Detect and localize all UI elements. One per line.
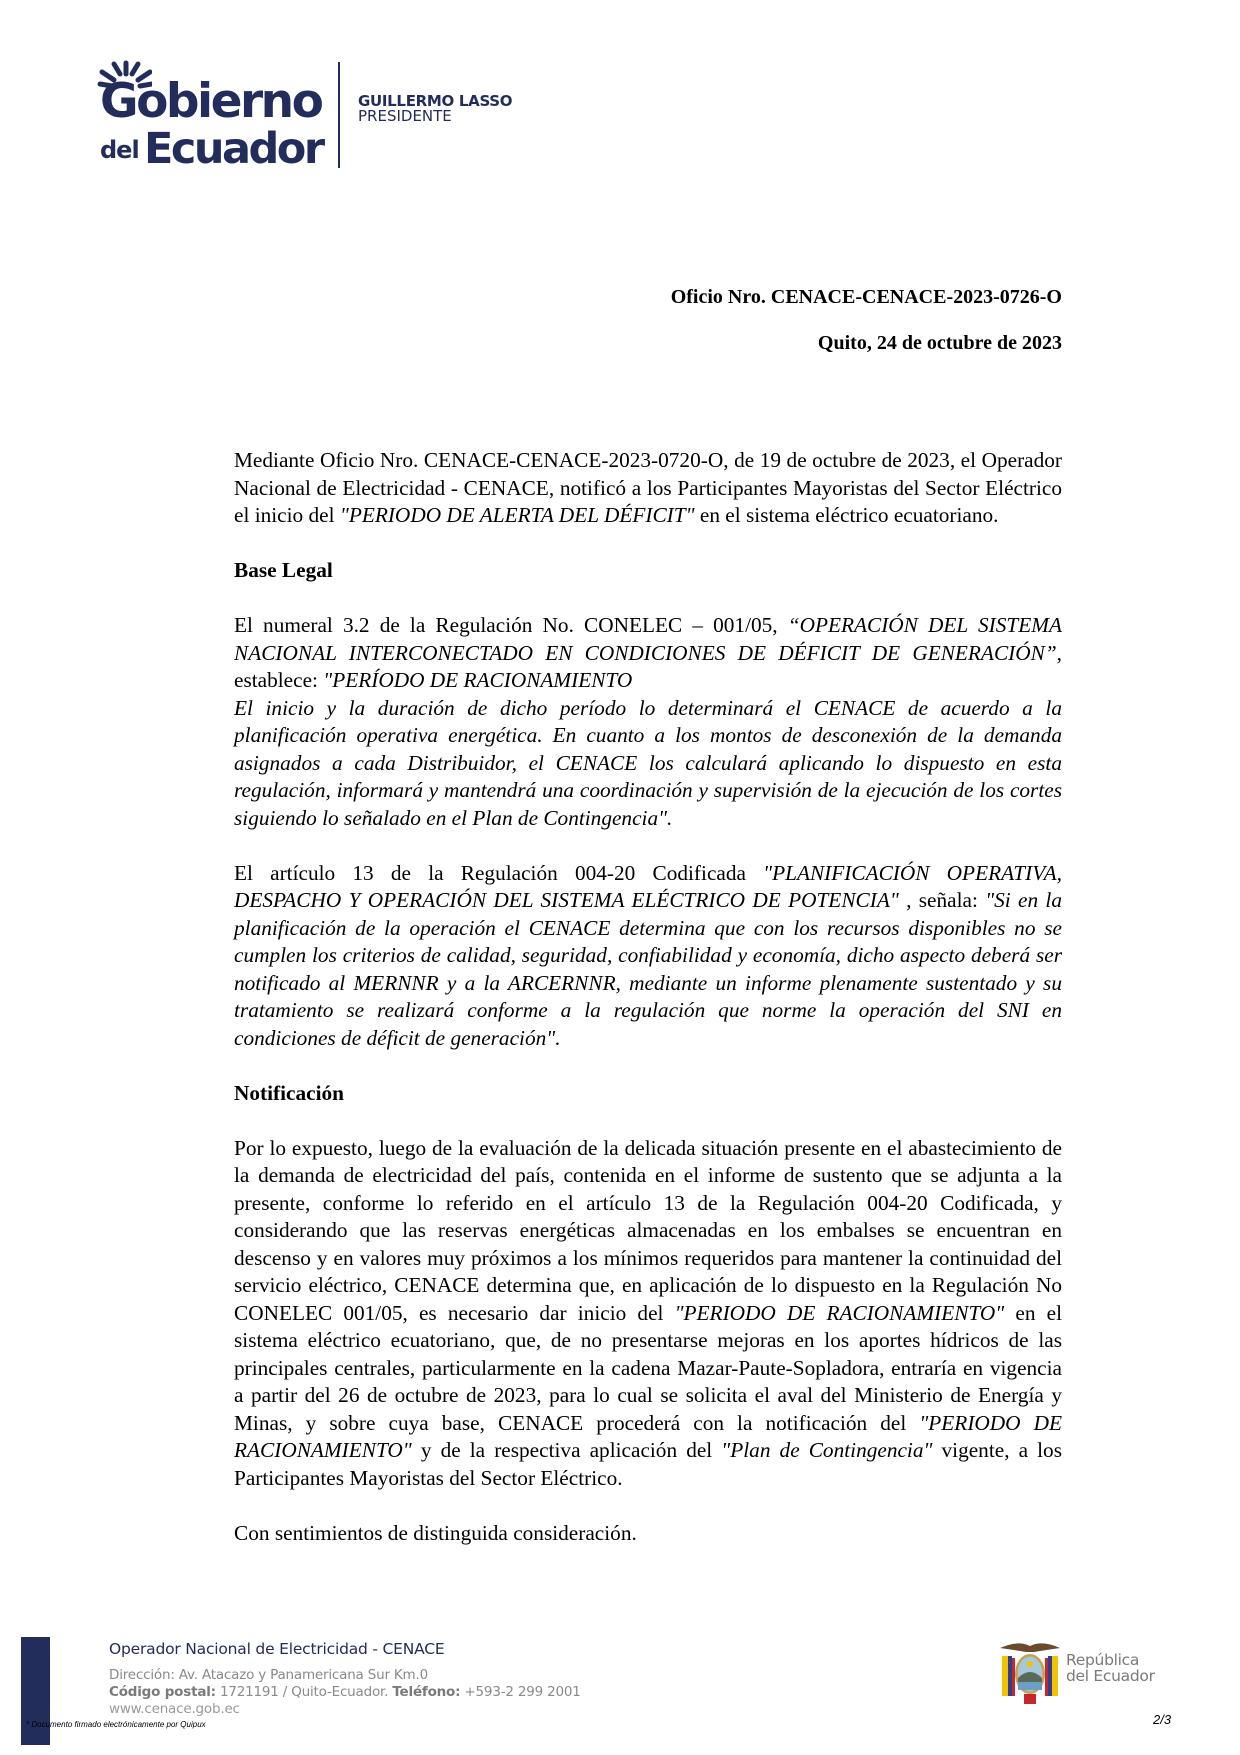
logo-gobierno-text: Gobierno [100,74,322,129]
postal-label: Código postal: [109,1684,216,1700]
address-label: Dirección: [109,1667,175,1683]
legal2-text-mid: , señala: [898,888,986,912]
intro-italic: "PERIODO DE ALERTA DEL DÉFICIT" [339,503,695,527]
legal2-text: El artículo 13 de la Regulación 004-20 Codificada [234,860,764,885]
notice-italic-3: "Plan de Contingencia" [721,1438,933,1462]
phone-label: Teléfono: [392,1684,461,1700]
footer-website-link[interactable]: www.cenace.gob.ec [109,1701,240,1717]
notice-text-4: vigente, a los Participantes Mayoristas del Sector Eléctrico. [234,1438,1062,1490]
footer-address [109,1667,581,1684]
notice-italic-1: "PERIODO DE RACIONAMIENTO" [674,1300,1005,1325]
legal-paragraph-2 [234,860,1062,1053]
electronic-signature-note: * Documento firmado electrónicamente por Quipux [26,1720,206,1729]
notice-paragraph [234,1135,1062,1493]
notice-text-2: en el sistema eléctrico ecuatoriano, que, de no presentarse mejoras en los aportes hídricos de las principales centrales, particularmente en la cadena Mazar-Paute-Sopladora, entraría en vigencia a partir del 26 de octubre de 2023, para lo cual se solicita el aval del Ministerio de Energía y Minas, y sobre cuya base, CENACE procederá con la notificación del [234,1300,1063,1435]
phone-value: +593-2 299 2001 [460,1684,581,1700]
document-number: Oficio Nro. CENACE-CENACE-2023-0726-O [670,286,1062,308]
page-number: 2/3 [1153,1712,1172,1727]
section-title-base-legal: Base Legal [234,558,333,582]
document-body [234,447,1062,1575]
intro-text-end: en el sistema eléctrico ecuatoriano. [694,503,999,527]
president-name: GUILLERMO LASSO [358,92,513,110]
address-value: Av. Atacazo y Panamericana Sur Km.0 [174,1667,428,1683]
footer-postal-phone [109,1684,581,1701]
postal-value: 1721191 / Quito-Ecuador. [215,1684,393,1700]
legal1-text: El numeral 3.2 de la Regulación No. CONELEC – 001/05, [234,613,788,637]
legal1-quote: El inicio y la duración de dicho período lo determinará el CENACE de acuerdo a la planificación operativa energética. En cuanto a los montos de desconexión de la demanda asignados a cada Distribuidor, el CENACE los calculará aplicando lo dispuesto en esta regulación, informará y mantendrá una coordinación y supervisión de la ejecución de los cortes siguiendo lo señalado en el Plan de Contingencia". [234,695,1062,830]
republic-line-2: del Ecuador [1066,1667,1155,1685]
logo-del-text: del [100,136,139,164]
logo-divider [338,62,340,168]
logo-ecuador-text: Ecuador [144,124,323,174]
section-title-notificacion: Notificación [234,1080,345,1105]
republic-line-1: República [1066,1651,1140,1669]
republica-del-ecuador-text [1066,1652,1155,1684]
president-block [358,94,512,124]
legal1-regulation-title: “OPERACIÓN DEL SISTEMA NACIONAL INTERCONECTADO EN CONDICIONES DE DÉFICIT DE GENERACIÓN” [234,613,1062,665]
document-place-date: Quito, 24 de octubre de 2023 [817,332,1062,354]
footer-contact [109,1667,581,1718]
government-logo [86,60,546,174]
legal2-quote: "Si en la planificación de la operación el CENACE determina que con los recursos disponibles no se cumplen los criterios de calidad, seguridad, confiabilidad y economía, dicho aspecto deberá ser notificado al MERNNR y a la ARCERNNR, mediante un informe plenamente sustentado y su tratamiento se realizará conforme a la regulación que norme la operación del SNI en condiciones de déficit de generación". [234,888,1062,1050]
legal-paragraph-1 [234,612,1062,832]
intro-paragraph [234,447,1062,530]
footer-org-name: Operador Nacional de Electricidad - CENACE [109,1640,445,1658]
legal1-quote-title: "PERÍODO DE RACIONAMIENTO [323,668,633,692]
president-title: PRESIDENTE [358,107,452,125]
coat-of-arms-icon [994,1636,1066,1708]
notice-italic-2: "PERIODO DE RACIONAMIENTO" [234,1410,1062,1462]
legal1-text-mid: , establece: [234,640,1062,692]
notice-text-1: Por lo expuesto, luego de la evaluación de la delicada situación presente en el abastecimiento de la demanda de electricidad del país, contenida en el informe de sustento que se adjunta a la presente, conforme lo referido en el artículo 13 de la Regulación 004-20 Codificada, y considerando que las reservas energéticas almacenadas en los embalses se encuentran en descenso y en valores muy próximos a los mínimos requeridos para mantener la continuidad del servicio eléctrico, CENACE determina que, en aplicación de lo dispuesto en la Regulación No CONELEC 001/05, es necesario dar inicio del [234,1135,1062,1325]
intro-text: Mediante Oficio Nro. CENACE-CENACE-2023-0720-O, de 19 de octubre de 2023, el Operador Nacional de Electricidad - CENACE, notificó a los Participantes Mayoristas del Sector Eléctrico el inicio del [234,448,1062,527]
legal2-regulation-title: "PLANIFICACIÓN OPERATIVA, DESPACHO Y OPERACIÓN DEL SISTEMA ELÉCTRICO DE POTENCIA" [234,860,1063,912]
closing-paragraph: Con sentimientos de distinguida consideración. [234,1520,637,1545]
notice-text-3: y de la respectiva aplicación del [411,1438,722,1462]
